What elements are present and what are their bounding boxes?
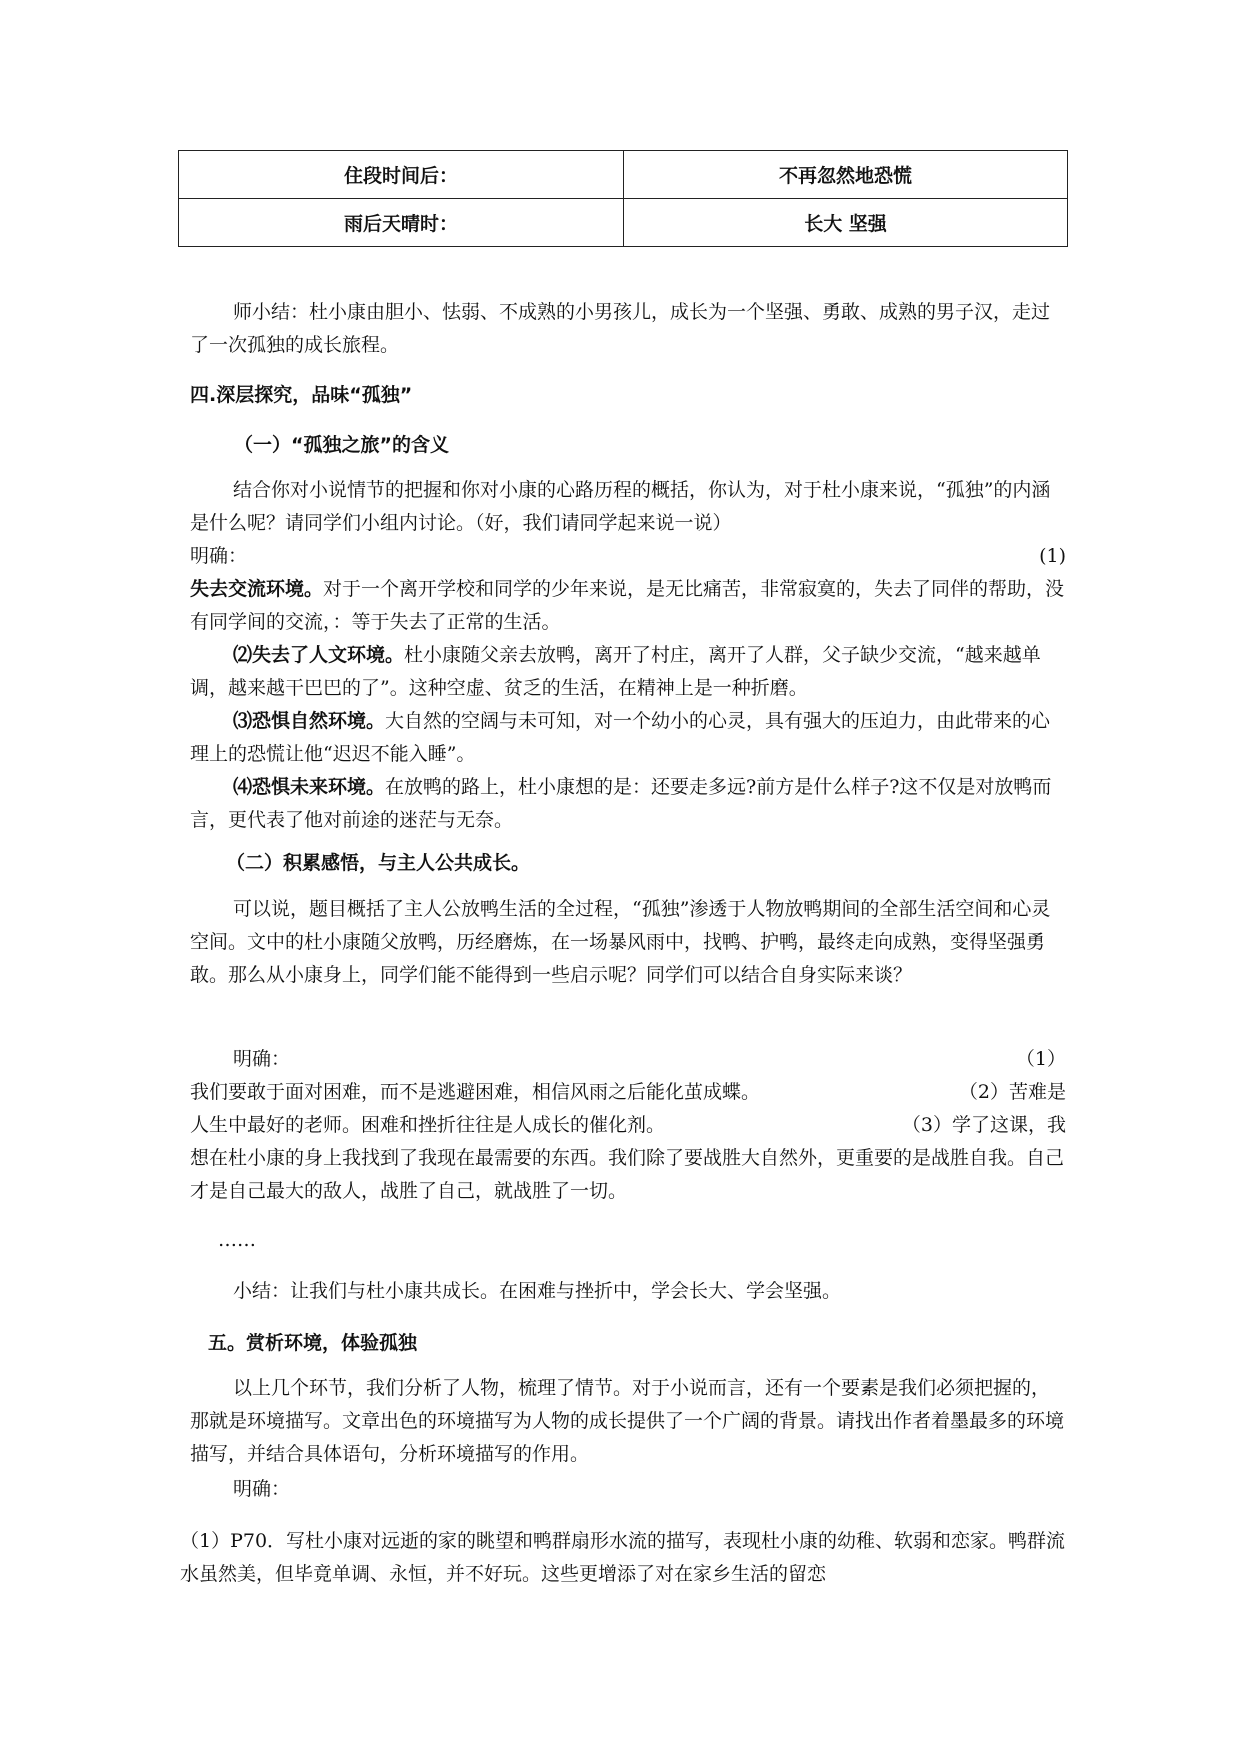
item-text: 对于一个离开学校和同学的少年来说，是无比痛苦，非常寂寞的，失去了同伴的帮助，没有同学间的交流，：等于失去了正常的生活。 (190, 578, 1065, 633)
environment-item-1: （1）P70．写杜小康对远逝的家的眺望和鸭群扇形水流的描写，表现杜小康的幼稚、软弱和恋家。鸭群流水虽然美，但毕竟单调、永恒，并不好玩。这些更增添了对在家乡生活的留恋 (180, 1530, 1066, 1585)
answer-text: （2）苦难是 (958, 1081, 1066, 1103)
ellipsis: …… (218, 1229, 256, 1251)
answer-text: （3）学了这课，我 (901, 1114, 1066, 1136)
table-cell: 雨后天晴时： (179, 199, 624, 247)
discussion-prompt: 结合你对小说情节的把握和你对小康的心路历程的概括，你认为，对于杜小康来说，“孤独”的内涵是什么呢？请同学们小组内讨论。（好，我们请同学起来说一说） (190, 479, 1051, 534)
subsection-1-heading: （一）“孤独之旅”的含义 (234, 434, 449, 456)
item-keyword: ⑷恐惧未来环境。 (233, 776, 386, 798)
section-5-heading: 五。赏析环境，体验孤独 (208, 1332, 418, 1354)
teacher-summary: 师小结：杜小康由胆小、怯弱、不成熟的小男孩儿，成长为一个坚强、勇敢、成熟的男子汉，走过了一次孤独的成长旅程。 (190, 301, 1051, 356)
item-number: (1) (1039, 545, 1066, 567)
table-row (179, 199, 1068, 247)
item-keyword: ⑶恐惧自然环境。 (233, 710, 386, 732)
answer-label: 明确： (190, 545, 248, 567)
meaning-item-4 (190, 771, 1066, 837)
meaning-item-3 (190, 705, 1066, 771)
environment-paragraph: 以上几个环节，我们分析了人物，梳理了情节。对于小说而言，还有一个要素是我们必须把握的，那就是环境描写。文章出色的环境描写为人物的成长提供了一个广阔的背景。请找出作者着墨最多的环境描写，并结合具体语句，分析环境描写的作用。 (190, 1377, 1065, 1465)
table-cell: 住段时间后： (179, 151, 624, 199)
item-text: 杜小康随父亲去放鸭，离开了村庄，离开了人群，父子缺少交流，“越来越单调，越来越干巴巴的了”。这种空虚、贫乏的生活，在精神上是一种折磨。 (190, 644, 1041, 699)
answer-text: 人生中最好的老师。困难和挫折往往是人成长的催化剂。 (190, 1114, 666, 1136)
answer-rest: 想在杜小康的身上我找到了我现在最需要的东西。我们除了要战胜大自然外，更重要的是战胜自我。自己才是自己最大的敌人，战胜了自己，就战胜了一切。 (190, 1147, 1065, 1202)
meaning-item-1 (190, 573, 1066, 639)
item-keyword: ⑵失去了人文环境。 (233, 644, 405, 666)
growth-summary: 小结：让我们与杜小康共成长。在困难与挫折中，学会长大、学会坚强。 (233, 1280, 842, 1302)
item-number: （1） (1015, 1048, 1066, 1070)
answer-label-line (190, 540, 1066, 573)
growth-paragraph: 可以说，题目概括了主人公放鸭生活的全过程，“孤独”渗透于人物放鸭期间的全部生活空间和心灵空间。文中的杜小康随父放鸭，历经磨炼，在一场暴风雨中，找鸭、护鸭，最终走向成熟，变得坚强勇敢。那么从小康身上，同学们能不能得到一些启示呢？同学们可以结合自身实际来谈？ (190, 898, 1051, 986)
meaning-item-2 (190, 639, 1066, 705)
item-text: 大自然的空阔与未可知，对一个幼小的心灵，具有强大的压迫力，由此带来的心理上的恐慌让他“迟迟不能入睡”。 (190, 710, 1051, 765)
section-4-heading: 四.深层探究，品味“孤独” (190, 384, 413, 406)
answer-label: 明确： (233, 1048, 291, 1070)
item-keyword: 失去交流环境。 (190, 578, 324, 600)
table-cell: 长大 坚强 (624, 199, 1068, 247)
answer-line-3 (190, 1109, 1066, 1142)
answer-line-2 (190, 1076, 1066, 1109)
stage-table (178, 150, 1068, 247)
answer-line-1 (190, 1043, 1066, 1076)
subsection-2-heading: （二）积累感悟，与主人公共成长。 (226, 852, 531, 874)
table-cell: 不再忽然地恐慌 (624, 151, 1068, 199)
answer-text: 我们要敢于面对困难，而不是逃避困难，相信风雨之后能化茧成蝶。 (190, 1081, 761, 1103)
item-text: 在放鸭的路上，杜小康想的是：还要走多远?前方是什么样子?这不仅是对放鸭而言，更代表了他对前途的迷茫与无奈。 (190, 776, 1052, 831)
table-row (179, 151, 1068, 199)
answer-label: 明确： (233, 1478, 291, 1500)
